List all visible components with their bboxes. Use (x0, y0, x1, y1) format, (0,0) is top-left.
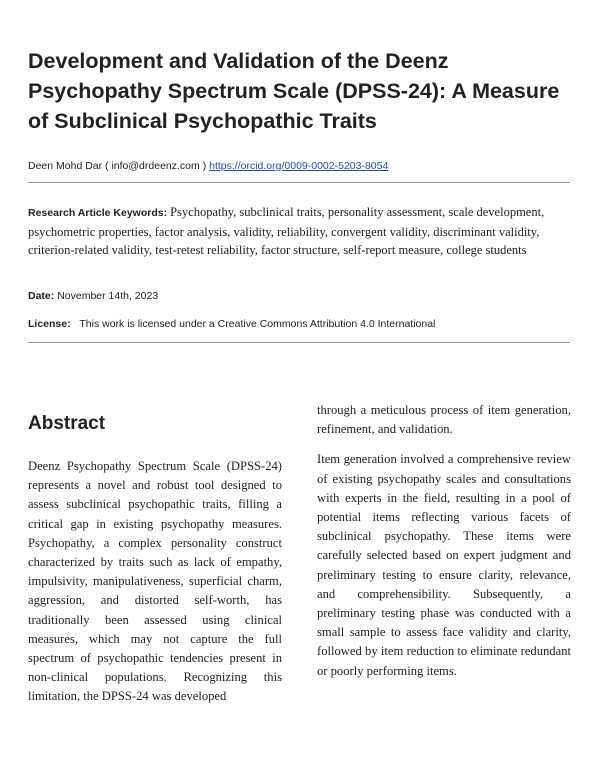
date-line (28, 290, 573, 302)
abstract-heading: Abstract (28, 413, 106, 434)
keywords-label: Research Article Keywords: (28, 207, 168, 219)
keywords-text: Psychopathy, subclinical traits, personality assessment, scale development, psychometric properties, factor analysis, validity, reliability, convergent validity, discriminant validity, criterion-related validity, test-retest reliability, factor structure, self-report measure, college students (28, 205, 545, 257)
keywords-block (28, 203, 573, 260)
abstract-right-column (317, 401, 571, 681)
author-name: Deen Mohd Dar (28, 160, 103, 172)
header-divider (28, 182, 570, 183)
license-line (28, 318, 573, 330)
date-value: November 14th, 2023 (57, 290, 159, 302)
meta-divider (28, 342, 570, 343)
license-label: License: (28, 318, 71, 330)
author-line (28, 160, 573, 172)
author-email: info@drdeenz.com (111, 160, 200, 172)
orcid-link[interactable]: https://orcid.org/0009-0002-5203-8054 (209, 160, 389, 172)
abstract-paragraph-1: Deenz Psychopathy Spectrum Scale (DPSS-24) represents a novel and robust tool designed to assess subclinical psychopathic traits, filling a critical gap in existing psychopathy measures. Psychopathy, a complex personality construct characterized by traits such as lack of empathy, impulsivity, manipulativeness, superficial charm, aggression, and distorted self-worth, has traditionally been assessed using clinical measures, which may not capture the full spectrum of psychopathic tendencies present in non-clinical populations. Recognizing this limitation, the DPSS-24 was developed (28, 459, 282, 704)
author-close-paren: ) (202, 160, 207, 172)
abstract-paragraph-1-continued: through a meticulous process of item generation, refinement, and validation. (317, 403, 571, 437)
abstract-left-column (28, 457, 282, 707)
paper-title: Development and Validation of the Deenz Psychopathy Spectrum Scale (DPSS-24): A Measure of Subclinical Psychopathic Traits (28, 49, 560, 133)
date-label: Date: (28, 290, 55, 302)
abstract-paragraph-2: Item generation involved a comprehensive review of existing psychopathy scales and consultations with experts in the field, resulting in a pool of potential items reflecting various facets of subclinical psychopathy. These items were carefully selected based on expert judgment and preliminary testing to ensure clarity, relevance, and comprehensibility. Subsequently, a preliminary testing phase was conducted with a small sample to assess face validity and clarity, followed by item reduction to eliminate redundant or poorly performing items. (317, 452, 571, 678)
author-open-paren: ( (105, 160, 109, 172)
license-value: This work is licensed under a Creative Commons Attribution 4.0 International (79, 318, 436, 330)
